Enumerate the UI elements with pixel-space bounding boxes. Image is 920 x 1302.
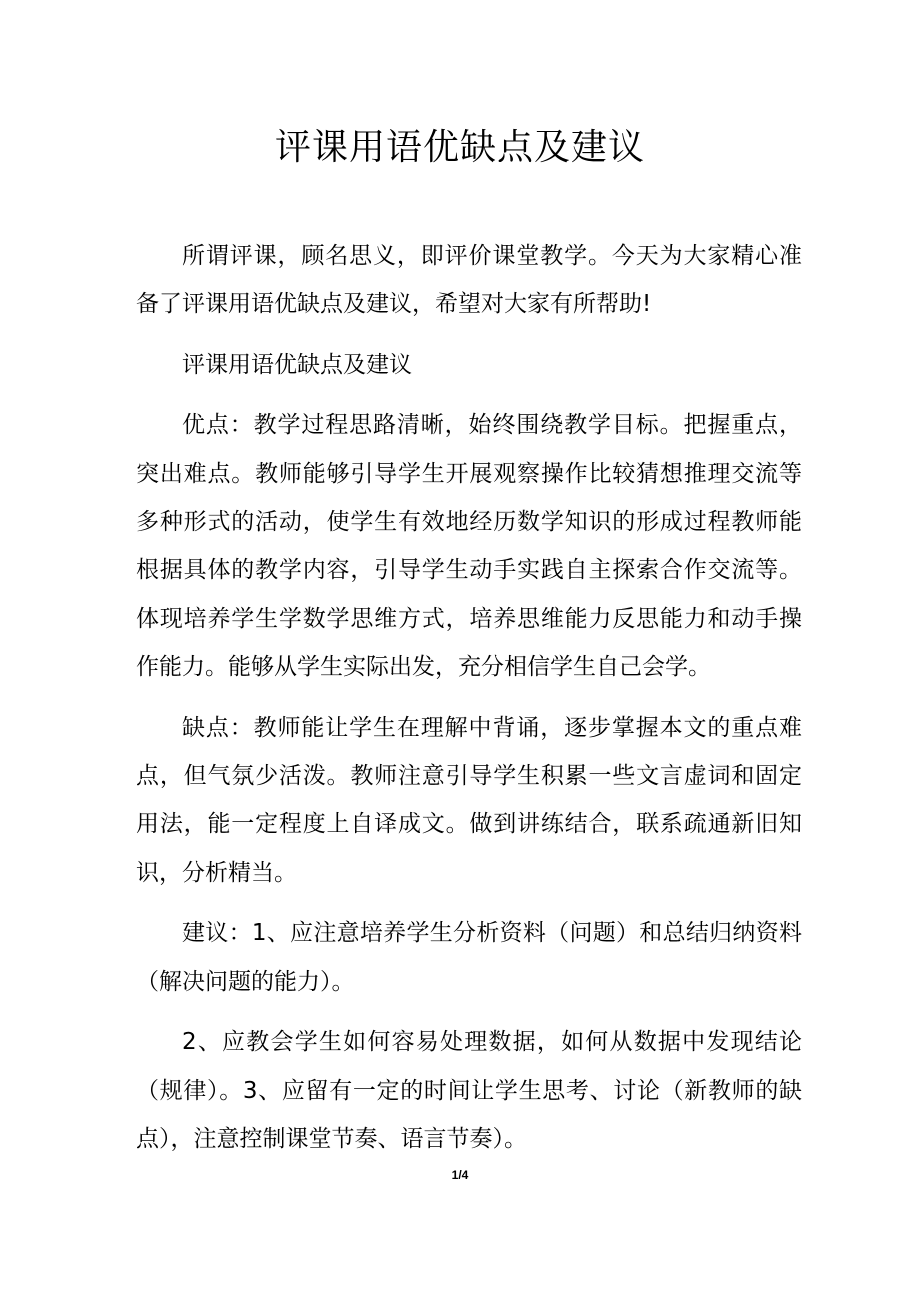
paragraph-suggestions-continued: 2、应教会学生如何容易处理数据，如何从数据中发现结论（规律）。3、应留有一定的时间让学生思考、讨论（新教师的缺点），注意控制课堂节奏、语言节奏）。 (136, 1029, 802, 1152)
section-heading: 评课用语优缺点及建议 (182, 351, 412, 378)
paragraph-suggestions: 建议：1、应注意培养学生分析资料（问题）和总结归纳资料（解决问题的能力）。 (136, 920, 802, 995)
paragraph-disadvantages: 缺点：教师能让学生在理解中背诵，逐步掌握本文的重点难点，但气氛少活泼。教师注意引导学生积累一些文言虚词和固定用法，能一定程度上自译成文。做到讲练结合，联系疏通新旧知识，分析精当。 (136, 714, 802, 886)
paragraph-intro: 所谓评课，顾名思义，即评价课堂教学。今天为大家精心准备了评课用语优缺点及建议，希望对大家有所帮助! (136, 243, 802, 318)
page-number: 1/4 (451, 1168, 469, 1182)
paragraph-advantages: 优点：教学过程思路清晰，始终围绕教学目标。把握重点，突出难点。教师能够引导学生开展观察操作比较猜想推理交流等多种形式的活动，使学生有效地经历数学知识的形成过程教师能根据具体的教学内容，引导学生动手实践自主探索合作交流等。体现培养学生学数学思维方式，培养思维能力反思能力和动手操作能力。能够从学生实际出发，充分相信学生自己会学。 (136, 412, 802, 681)
document-body (136, 232, 802, 1175)
page-title: 评课用语优缺点及建议 (274, 127, 645, 168)
